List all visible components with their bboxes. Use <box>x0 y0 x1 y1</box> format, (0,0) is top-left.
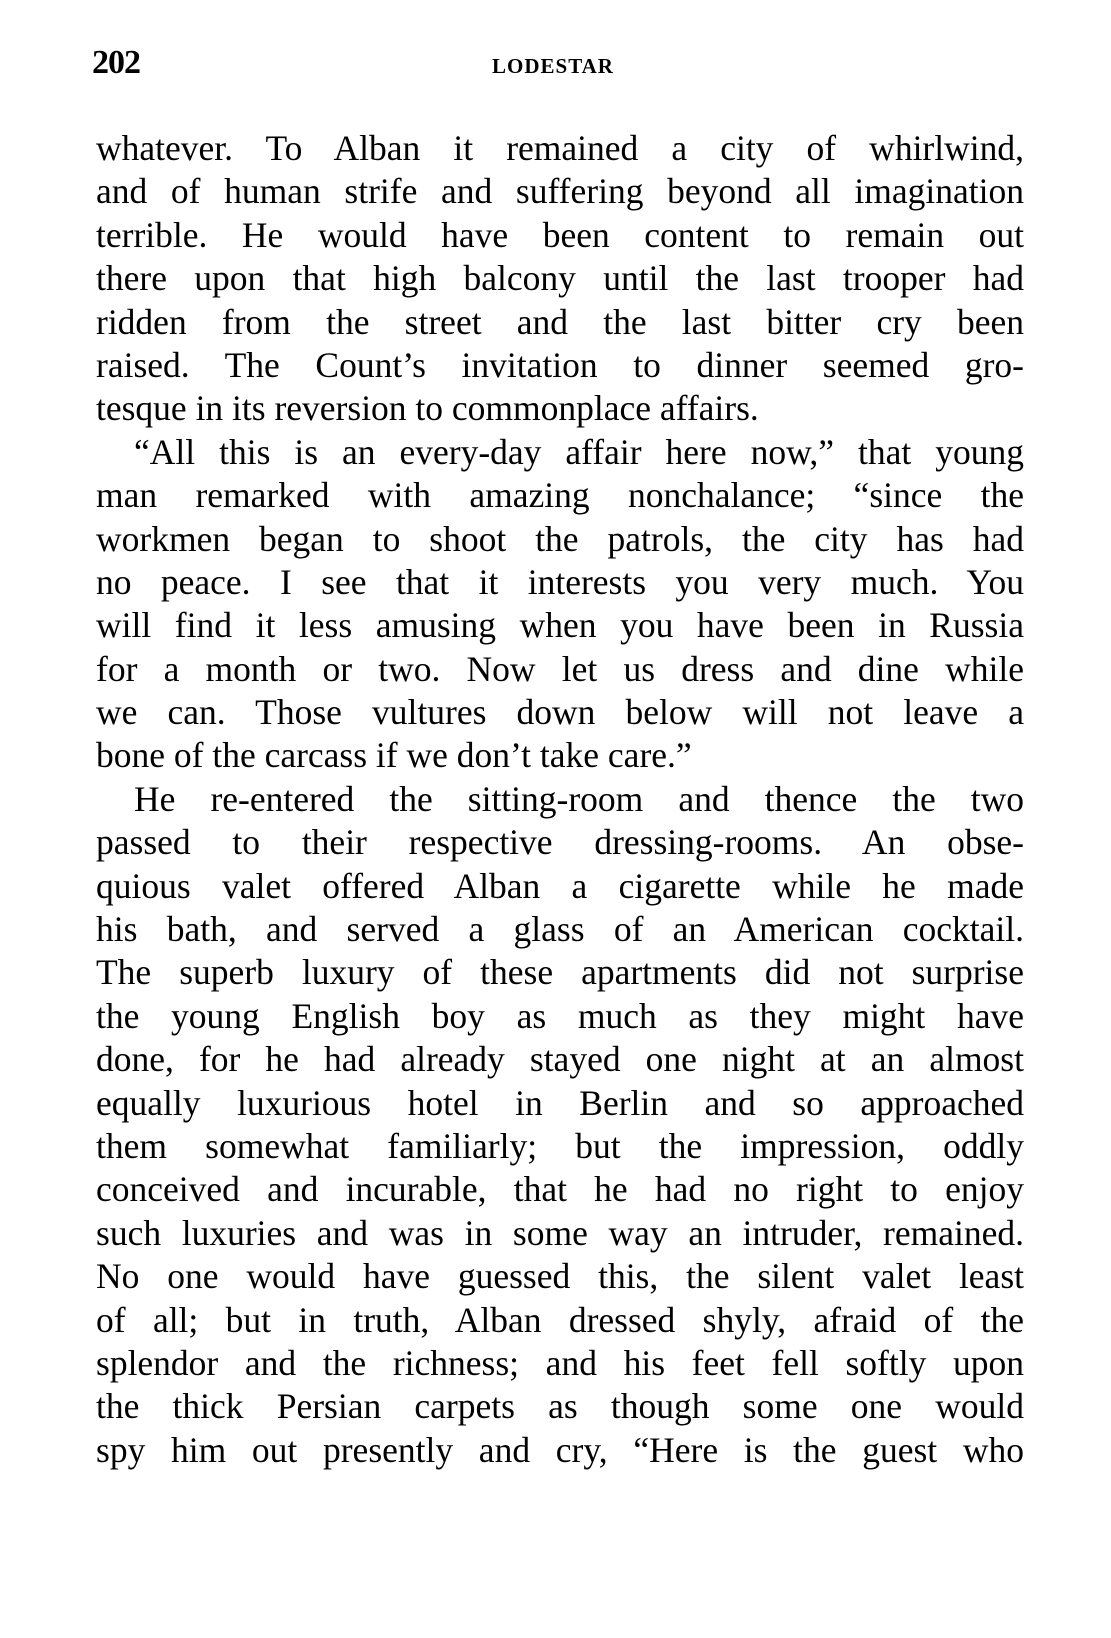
text-line: passed to their respective dressing-rooms. An obse- <box>96 822 1024 863</box>
text-line: quious valet offered Alban a cigarette while he made <box>96 865 1024 906</box>
text-line: done, for he had already stayed one night at an almost <box>96 1039 1024 1080</box>
text-line: workmen began to shoot the patrols, the city has had <box>96 518 1024 559</box>
text-line: we can. Those vultures down below will not leave a <box>96 692 1024 733</box>
text-line: raised. The Count’s invitation to dinner seemed gro- <box>96 344 1024 385</box>
body-text <box>96 127 1024 1472</box>
text-line: them somewhat familiarly; but the impression, oddly <box>96 1125 1024 1166</box>
text-line: “All this is an every-day affair here now,” that young <box>134 431 1024 472</box>
text-line: splendor and the richness; and his feet fell softly upon <box>96 1342 1024 1383</box>
text-line: conceived and incurable, that he had no right to enjoy <box>96 1169 1024 1210</box>
text-line: will find it less amusing when you have been in Russia <box>96 605 1024 646</box>
text-line: spy him out presently and cry, “Here is the guest who <box>96 1429 1024 1470</box>
text-line: the thick Persian carpets as though some one would <box>96 1386 1024 1427</box>
text-line: equally luxurious hotel in Berlin and so approached <box>96 1082 1024 1123</box>
text-line: tesque in its reversion to commonplace affairs. <box>96 388 759 429</box>
text-line: bone of the carcass if we don’t take care.” <box>96 735 692 776</box>
text-line: no peace. I see that it interests you very much. You <box>96 561 1024 602</box>
text-line: his bath, and served a glass of an American cocktail. <box>96 909 1024 950</box>
text-line: The superb luxury of these apartments did not surprise <box>96 952 1024 993</box>
text-line: of all; but in truth, Alban dressed shyly, afraid of the <box>96 1299 1024 1340</box>
text-line: man remarked with amazing nonchalance; “since the <box>96 475 1024 516</box>
text-line: such luxuries and was in some way an intruder, remained. <box>96 1212 1024 1253</box>
page-number: 202 <box>92 44 140 81</box>
running-head <box>92 44 1024 84</box>
text-line: No one would have guessed this, the silent valet least <box>96 1256 1024 1297</box>
text-line: there upon that high balcony until the last trooper had <box>96 258 1024 299</box>
text-line: ridden from the street and the last bitter cry been <box>96 301 1024 342</box>
text-line: terrible. He would have been content to remain out <box>96 214 1024 255</box>
text-line: the young English boy as much as they might have <box>96 995 1024 1036</box>
text-line: for a month or two. Now let us dress and dine while <box>96 648 1024 689</box>
text-line: and of human strife and suffering beyond all imagination <box>96 171 1024 212</box>
book-title: LODESTAR <box>492 54 614 78</box>
text-line: He re-entered the sitting-room and thence the two <box>134 778 1024 819</box>
text-line: whatever. To Alban it remained a city of whirlwind, <box>96 128 1024 168</box>
